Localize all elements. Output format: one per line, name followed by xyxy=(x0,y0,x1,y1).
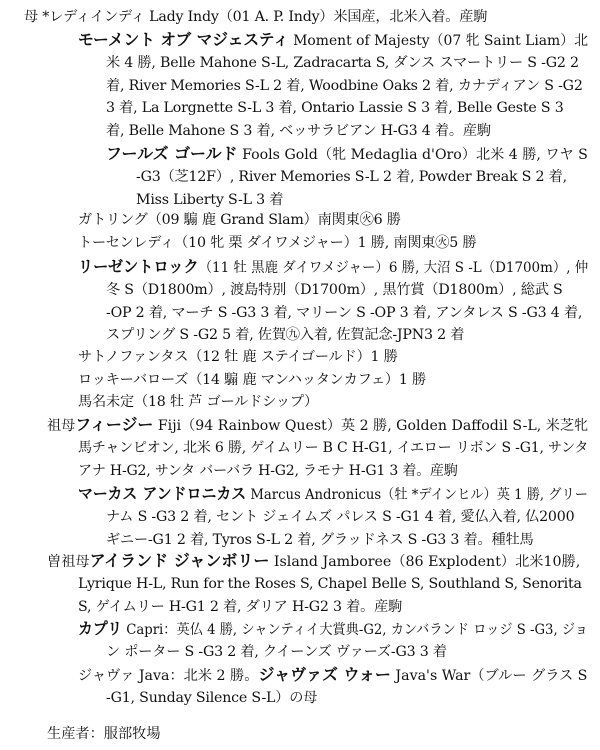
produce-text: Java's War（ブルー グラス S xyxy=(395,668,588,684)
produce-text: スプリング S -G2 5 着, 佐賀㊈入着, 佐賀記念-JPN3 2 着 xyxy=(106,327,465,344)
second-dam-text: 馬チャンピオン, 北米 6 勝, ゲイムリー B C H-G1, イエロー リボン S -G1, サンタ xyxy=(78,440,589,456)
produce-heading xyxy=(106,143,588,167)
produce-text: トーセンレディ（10 牝 栗 ダイワメジャー）1 勝, 南関東㊋5 勝 xyxy=(78,234,477,251)
produce-heading xyxy=(78,29,588,53)
breeder-credit: 生産者：服部牧場 xyxy=(47,726,161,742)
produce-text: Marcus Andronicus（牡 *デインヒル）英 1 勝, グリー xyxy=(250,487,588,503)
second-dam-label: 祖母 xyxy=(47,418,76,434)
produce-name: カプリ xyxy=(78,619,123,638)
produce-heading xyxy=(78,664,587,688)
third-dam-heading xyxy=(47,550,580,574)
produce-name: フールズ ゴールド xyxy=(106,144,238,163)
produce-text: -OP 2 着, マーチ S -G3 3 着, マリーン S -OP 3 着, アンタレス S -G3 4 着, xyxy=(106,304,583,321)
produce-text: Fools Gold（牝 Medaglia d'Oro）北米 4 勝, ワヤ S xyxy=(242,147,588,163)
produce-body xyxy=(106,52,583,142)
produce-body xyxy=(106,687,317,710)
produce-text: ガトリング（09 騸 鹿 Grand Slam）南関東㊋6 勝 xyxy=(78,212,401,228)
produce-text: 冬 S（D1800m）, 渡島特別（D1700m）, 黒竹賞（D1800m）, 総武 S xyxy=(106,282,563,298)
produce-list xyxy=(78,209,476,254)
produce-body xyxy=(106,279,582,347)
produce-text: ナム S -G3 2 着, セント ジェイムズ パレス S -G1 4 着, 愛仏入着, 仏2000 xyxy=(106,509,575,525)
produce-heading xyxy=(78,256,588,280)
produce-name: リーゼントロック xyxy=(78,257,199,276)
produce-text: 着, Belle Mahone S 3 着, ベッサラビアン H-G3 4 着。産駒 xyxy=(106,122,491,139)
dam-section xyxy=(24,6,487,29)
third-dam-text: Lyrique H-L, Run for the Roses S, Chapel Belle S, Southland S, Senorita xyxy=(78,576,582,592)
third-dam-body xyxy=(78,573,582,618)
third-dam-label: 曽祖母 xyxy=(47,554,90,570)
produce-text: ジャヴァ Java：北米 2 勝。 xyxy=(78,668,259,684)
produce-name: マーカス アンドロニカス xyxy=(78,484,247,503)
produce-text: ン ポーター S -G3 2 着, クイーンズ ヴァーズ-G3 3 着 xyxy=(106,644,447,660)
produce-text: Moment of Majesty（07 牝 Saint Liam）北 xyxy=(293,33,588,49)
second-dam-body xyxy=(78,437,594,482)
produce-text: Miss Liberty S-L 3 着 xyxy=(136,191,284,208)
produce-body xyxy=(106,506,574,551)
produce-text: 着, River Memories S-L 2 着, Woodbine Oaks 2 着, カナディアン S -G2 xyxy=(106,77,583,94)
produce-text: （11 牡 黒鹿 ダイワメジャー）6 勝, 大沼 S -L（D1700m）, 仲 xyxy=(198,260,589,276)
produce-text: -G1, Sunday Silence S-L）の母 xyxy=(106,690,318,706)
dam-line: 母 *レディインディ Lady Indy（01 A. P. Indy）米国産，北米入着。産駒 xyxy=(24,9,488,25)
produce-text: -G3（芝12F）, River Memories S-L 2 着, Powder Break S 2 着, xyxy=(136,169,567,185)
second-dam-name: フィージー xyxy=(75,415,154,434)
produce-text: サトノファンタス（12 牡 鹿 ステイゴールド）1 勝 xyxy=(78,349,398,365)
third-dam-name: アイランド ジャンボリー xyxy=(89,551,270,570)
produce-text: 米 4 勝, Belle Mahone S-L, Zadracarta S, ダンス スマートリー S -G2 2 xyxy=(106,55,579,71)
second-dam-text: アナ H-G2, サンタ バーバラ H-G2, ラモナ H-G1 3 着。産駒 xyxy=(78,462,458,479)
produce-heading xyxy=(78,483,588,507)
produce-text: ロッキーバローズ（14 騸 鹿 マンハッタンカフェ）1 勝 xyxy=(78,371,427,388)
produce-list xyxy=(78,346,426,414)
third-dam-text: S, ゲイムリー H-G1 2 着, ダリア H-G2 3 着。産駒 xyxy=(78,598,403,615)
produce-text: 3 着, La Lorgnette S-L 3 着, Ontario Lassie S 3 着, Belle Geste S 3 xyxy=(106,100,564,117)
third-dam-text: Island Jamboree（86 Explodent）北米10勝, xyxy=(273,554,581,570)
produce-text: 馬名未定（18 牡 芦 ゴールドシップ） xyxy=(78,394,318,411)
produce-body xyxy=(136,166,567,211)
second-dam-text: Fiji（94 Rainbow Quest）英 2 勝, Golden Daffodil S-L, 米芝牝 xyxy=(157,418,589,434)
produce-body xyxy=(106,641,447,664)
produce-text: Capri：英仏 4 勝, シャンティイ大賞典-G2, カンバランド ロッジ S -G3, ジョ xyxy=(126,622,588,638)
produce-name: モーメント オブ マジェスティ xyxy=(78,30,289,49)
produce-text: ギニー-G1 2 着, Tyros S-L 2 着, グラッドネス S -G3 3 着。種牡馬 xyxy=(106,531,534,548)
produce-name: ジャヴァズ ウォー xyxy=(258,665,391,684)
produce-heading xyxy=(78,618,588,642)
second-dam-heading xyxy=(47,414,588,438)
